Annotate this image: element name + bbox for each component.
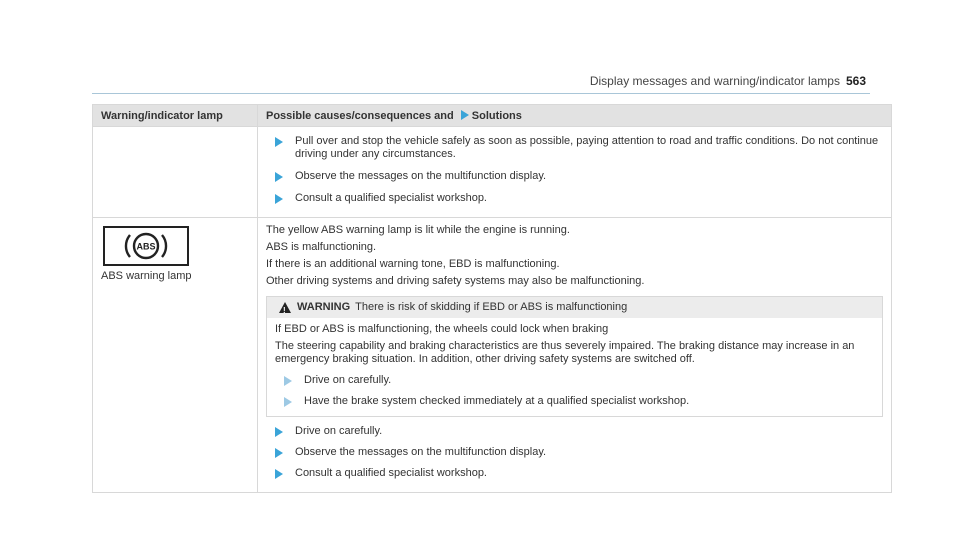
list-item bbox=[275, 395, 874, 408]
abs-warning-lamp-icon bbox=[103, 226, 189, 266]
column-header-lamp: Warning/indicator lamp bbox=[93, 105, 258, 127]
list-item bbox=[266, 170, 883, 183]
table-row bbox=[93, 127, 892, 218]
list-item bbox=[275, 374, 874, 387]
running-head-title: Display messages and warning/indicator lamps bbox=[589, 74, 840, 88]
step-arrow-icon bbox=[275, 137, 283, 147]
list-item bbox=[266, 135, 883, 161]
column-header-causes-text: Possible causes/consequences and bbox=[266, 109, 454, 122]
abs-icon-text: ABS bbox=[136, 241, 156, 252]
list-item bbox=[266, 446, 883, 459]
step-arrow-icon bbox=[275, 469, 283, 479]
lamp-label: ABS warning lamp bbox=[101, 270, 192, 282]
table-header-row bbox=[93, 105, 892, 127]
warning-label: WARNING bbox=[297, 301, 351, 313]
cause-text: The yellow ABS warning lamp is lit while the engine is running. bbox=[266, 224, 570, 236]
abs-symbol-icon bbox=[118, 229, 174, 263]
column-header-solutions-text: Solutions bbox=[471, 109, 522, 122]
cause-text: Other driving systems and driving safety systems may also be malfunctioning. bbox=[266, 275, 645, 287]
warning-header bbox=[267, 297, 882, 318]
lamp-cell bbox=[93, 218, 258, 493]
step-text: Consult a qualified specialist workshop. bbox=[295, 192, 487, 204]
header-rule bbox=[92, 93, 870, 94]
solution-cell bbox=[258, 127, 892, 218]
step-arrow-icon bbox=[275, 172, 283, 182]
lamp-cell-empty bbox=[93, 127, 258, 218]
page-number: 563 bbox=[845, 74, 866, 88]
step-text: Drive on carefully. bbox=[295, 425, 383, 437]
step-arrow-icon bbox=[275, 427, 283, 437]
warning-lamp-table bbox=[92, 104, 892, 493]
step-arrow-icon bbox=[275, 194, 283, 204]
list-item bbox=[266, 192, 883, 205]
step-text: Observe the messages on the multifunction display. bbox=[295, 170, 547, 182]
running-head bbox=[590, 74, 866, 88]
step-arrow-icon bbox=[284, 397, 292, 407]
solution-cell bbox=[258, 218, 892, 493]
table-row bbox=[93, 218, 892, 493]
warning-text: The steering capability and braking characteristics are thus severely impaired. The braking distance may increase in an emergency braking situation. In addition, other driving safety systems are switched off. bbox=[275, 340, 855, 365]
list-item bbox=[266, 467, 883, 480]
step-text: Pull over and stop the vehicle safely as soon as possible, paying attention to road and traffic conditions. Do not continue driving under any circumstances. bbox=[295, 135, 879, 160]
warning-box bbox=[266, 296, 883, 417]
column-header-causes bbox=[258, 105, 892, 127]
step-arrow-icon bbox=[284, 376, 292, 386]
warning-text: If EBD or ABS is malfunctioning, the wheels could lock when braking bbox=[275, 323, 609, 335]
warning-triangle-icon: ! bbox=[279, 302, 291, 313]
step-text: Have the brake system checked immediately at a qualified specialist workshop. bbox=[304, 395, 690, 407]
warning-title: There is risk of skidding if EBD or ABS is malfunctioning bbox=[355, 301, 628, 313]
warning-body bbox=[267, 318, 882, 416]
list-item bbox=[266, 425, 883, 438]
step-text: Observe the messages on the multifunction display. bbox=[295, 446, 547, 458]
cause-text: If there is an additional warning tone, EBD is malfunctioning. bbox=[266, 258, 560, 270]
step-text: Drive on carefully. bbox=[304, 374, 392, 386]
step-arrow-icon bbox=[275, 448, 283, 458]
cause-text: ABS is malfunctioning. bbox=[266, 241, 377, 253]
step-text: Consult a qualified specialist workshop. bbox=[295, 467, 487, 479]
solution-arrow-icon bbox=[461, 110, 469, 120]
